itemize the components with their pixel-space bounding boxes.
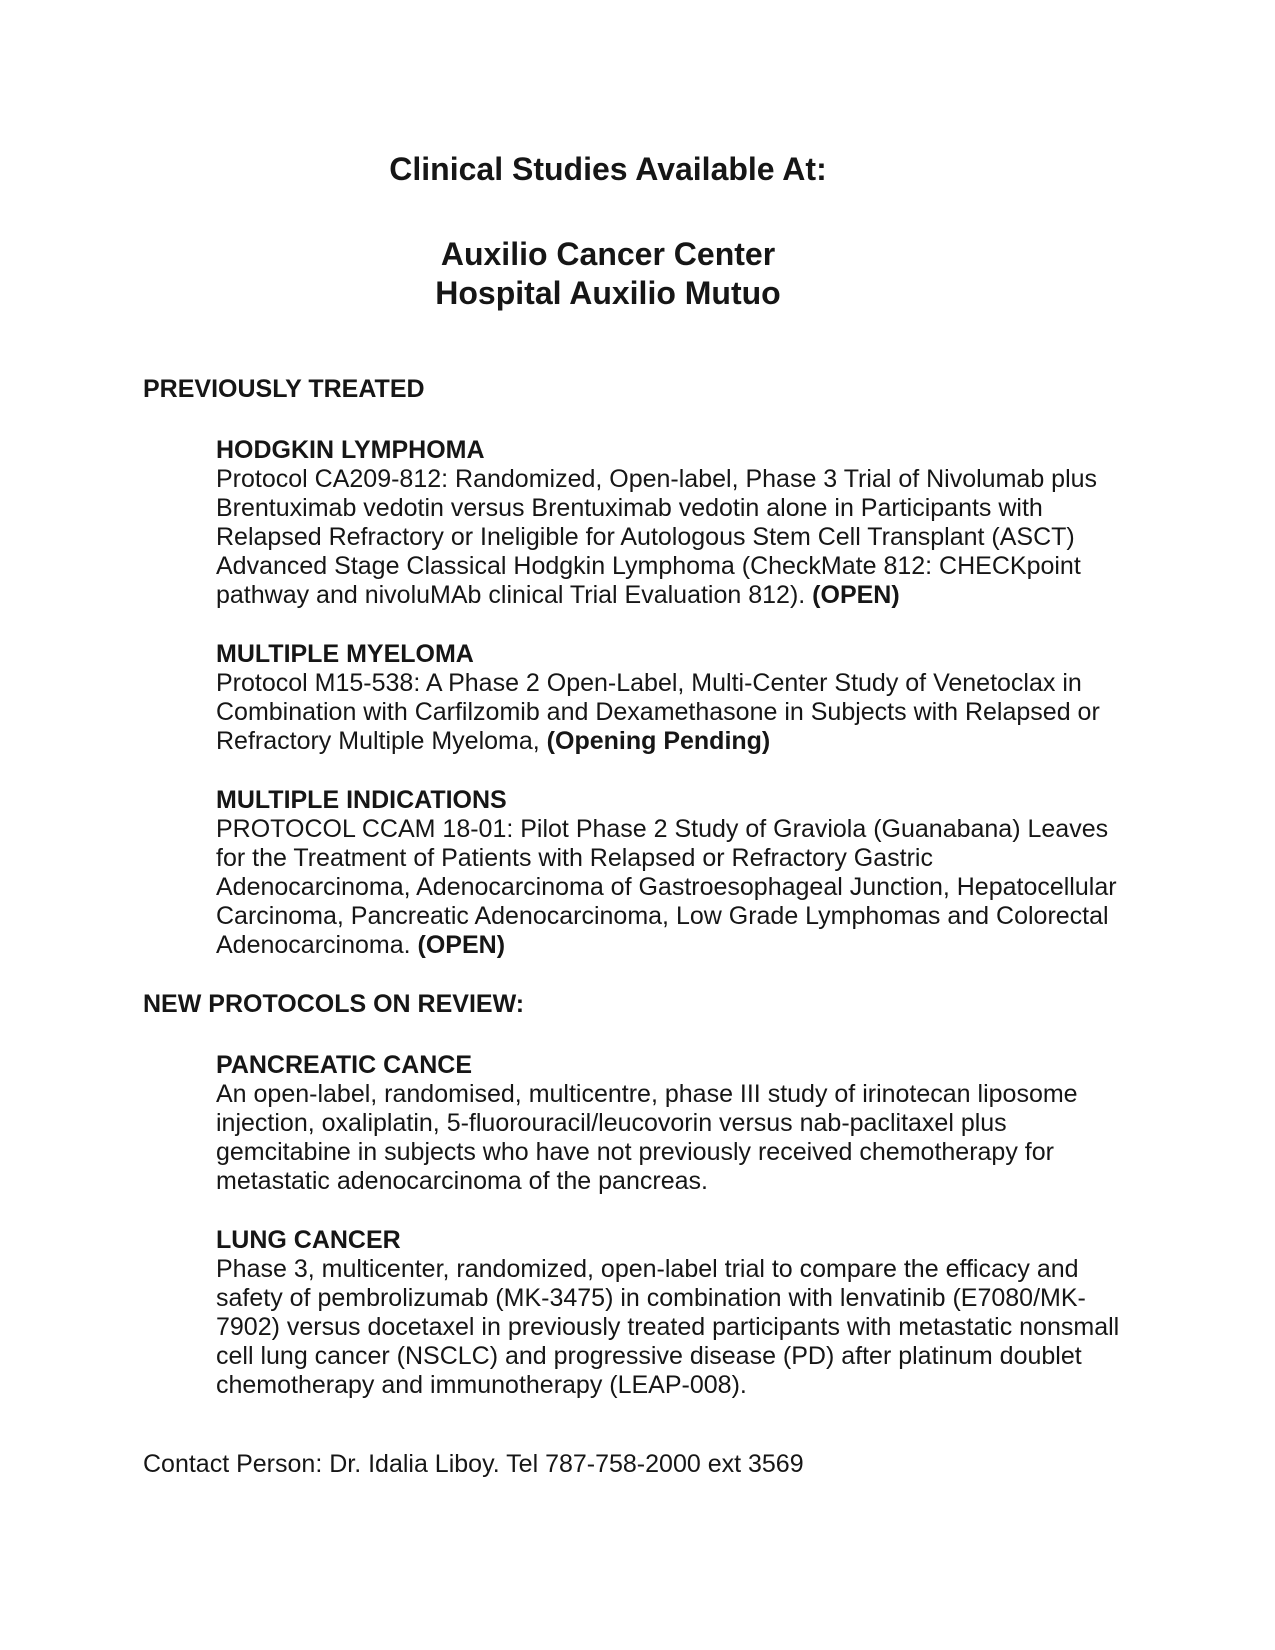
organization-name: Auxilio Cancer Center	[440, 236, 776, 272]
study-description-text: An open-label, randomised, multicentre, phase III study of irinotecan liposome injection, oxaliplatin, 5-fluorouracil/leucovorin versus nab-paclitaxel plus gemcitabine in subjects who have not previously received chemotherapy for metastatic adenocarcinoma of the pancreas.	[216, 1080, 1078, 1195]
page-title: Clinical Studies Available At:	[389, 151, 827, 187]
study-pancreatic-cancer	[216, 1051, 1128, 1196]
study-description-text: Phase 3, multicenter, randomized, open-label trial to compare the efficacy and safety of pembrolizumab (MK-3475) in combination with lenvatinib (E7080/MK-7902) versus docetaxel in previously treated participants with metastatic nonsmall cell lung cancer (NSCLC) and progressive disease (PD) after platinum doublet chemotherapy and immunotherapy (LEAP-008).	[216, 1255, 1120, 1399]
study-status: (OPEN)	[812, 581, 900, 609]
study-description	[216, 1080, 1128, 1196]
study-status: (Opening Pending)	[546, 727, 771, 755]
study-hodgkin-lymphoma	[216, 436, 1128, 610]
study-description	[216, 1255, 1128, 1400]
study-description-text: Protocol M15-538: A Phase 2 Open-Label, Multi-Center Study of Venetoclax in Combination with Carfilzomib and Dexamethasone in Subjects with Relapsed or Refractory Multiple Myeloma,	[216, 669, 1100, 755]
section-header-previously-treated: PREVIOUSLY TREATED	[143, 375, 425, 403]
study-status: (OPEN)	[417, 931, 506, 959]
study-heading: MULTIPLE MYELOMA	[216, 640, 474, 668]
hospital-name: Hospital Auxilio Mutuo	[435, 275, 781, 311]
study-description	[216, 669, 1128, 756]
study-description-text: PROTOCOL CCAM 18-01: Pilot Phase 2 Study of Graviola (Guanabana) Leaves for the Treatment of Patients with Relapsed or Refractory Gastric Adenocarcinoma, Adenocarcinoma of Gastroesophageal Junction, Hepatocellular Carcinoma, Pancreatic Adenocarcinoma, Low Grade Lymphomas and Colorectal Adenocarcinoma.	[216, 815, 1117, 959]
study-multiple-indications	[216, 786, 1128, 960]
study-description-text: Protocol CA209-812: Randomized, Open-label, Phase 3 Trial of Nivolumab plus Brentuximab vedotin versus Brentuximab vedotin alone in Participants with Relapsed Refractory or Ineligible for Autologous Stem Cell Transplant (ASCT) Advanced Stage Classical Hodgkin Lymphoma (CheckMate 812: CHECKpoint pathway and nivoluMAb clinical Trial Evaluation 812).	[216, 465, 1098, 609]
study-heading: PANCREATIC CANCE	[216, 1051, 473, 1079]
study-heading: HODGKIN LYMPHOMA	[216, 436, 485, 464]
study-lung-cancer	[216, 1226, 1128, 1400]
study-multiple-myeloma	[216, 640, 1128, 756]
section-previously-treated	[143, 375, 1127, 960]
contact-person-line: Contact Person: Dr. Idalia Liboy. Tel 787-758-2000 ext 3569	[143, 1450, 804, 1478]
section-new-protocols	[143, 990, 1127, 1400]
organization-block	[143, 235, 1073, 313]
study-description	[216, 815, 1128, 960]
study-heading: MULTIPLE INDICATIONS	[216, 786, 507, 814]
section-header-new-protocols: NEW PROTOCOLS ON REVIEW:	[143, 990, 525, 1018]
study-heading: LUNG CANCER	[216, 1226, 401, 1254]
study-description	[216, 465, 1128, 610]
